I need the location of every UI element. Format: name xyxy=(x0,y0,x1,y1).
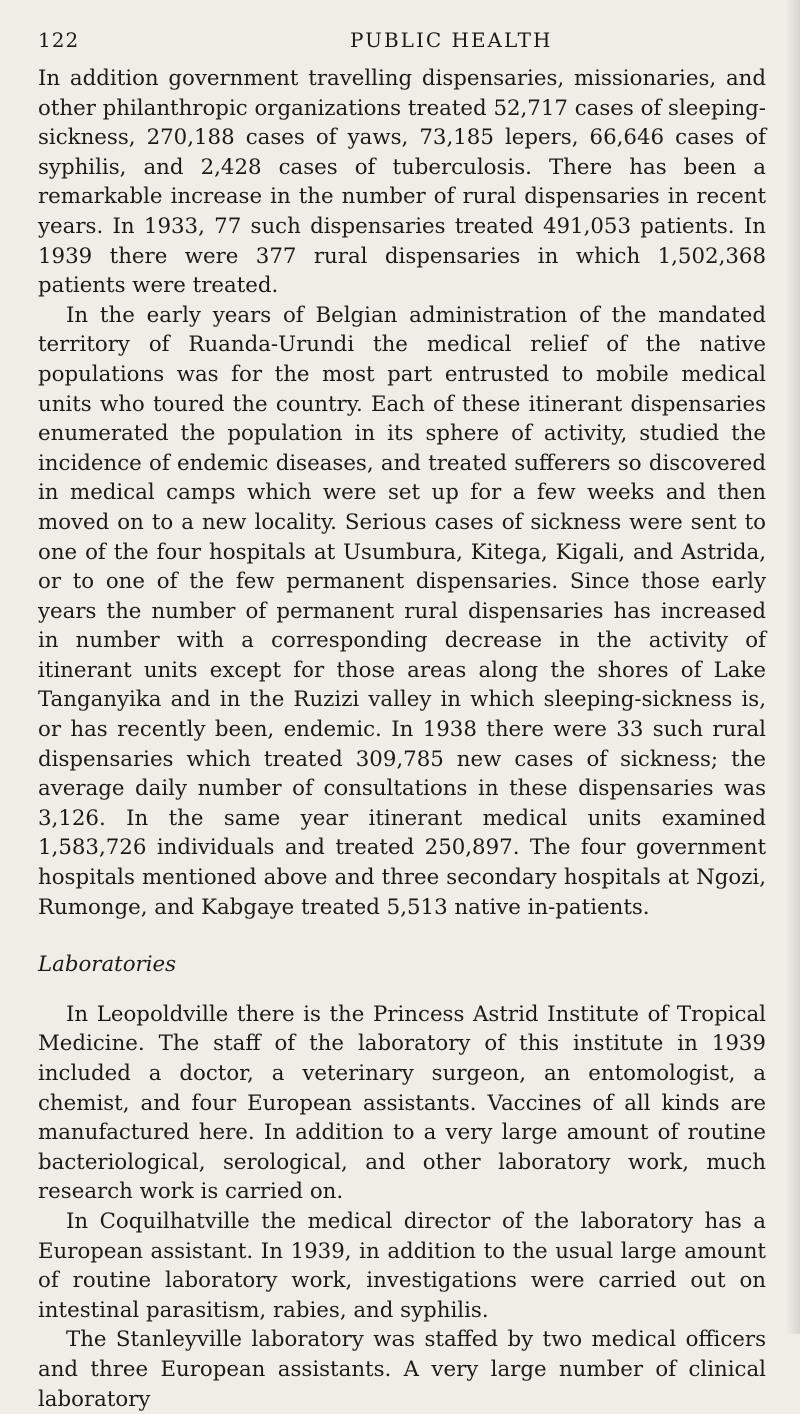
section-heading-laboratories: Laboratories xyxy=(38,952,177,978)
paragraph-dispensary-statistics: In addition government travelling dispensaries, missionaries, and other philanthropic organizations treated 52,717 cases of sleeping-sickness, 270,188 cases of yaws, 73,185 lepers, 66,646 cases of syphilis, and 2,428 cases of tuberculosis. There has been a remarkable increase in the number of rural dispensaries in recent years. In 1933, 77 such dispensaries treated 491,053 patients. In 1939 there were 377 rural dispensaries in which 1,502,368 patients were treated. xyxy=(38,66,766,299)
page-number: 122 xyxy=(38,28,80,52)
paragraph-stanleyville: The Stanleyville laboratory was staffed by two medical officers and three European assistants. A very large number of clinical laboratory xyxy=(38,1327,766,1412)
paragraph-coquilhatville: In Coquilhatville the medical director of the laboratory has a European assistant. In 1939, in addition to the usual large amount of routine laboratory work, investigations were carried out on intestinal parasitism, rabies, and syphilis. xyxy=(38,1208,766,1323)
running-head xyxy=(38,28,766,58)
book-page xyxy=(38,28,766,1414)
running-title: PUBLIC HEALTH xyxy=(350,28,553,52)
paragraph-ruanda-urundi: In the early years of Belgian administration of the mandated territory of Ruanda-Urundi the medical relief of the native populations was for the most part entrusted to mobile medical units who toured the country. Each of these itinerant dispensaries enumerated the population in its sphere of activity, studied the incidence of endemic diseases, and treated sufferers so discovered in medical camps which were set up for a few weeks and then moved on to a new locality. Serious cases of sickness were sent to one of the four hospitals at Usumbura, Kitega, Kigali, and Astrida, or to one of the few permanent dispensaries. Since those early years the number of permanent rural dispensaries has increased in number with a corresponding decrease in the activity of itinerant units except for those areas along the shores of Lake Tanganyika and in the Ruzizi valley in which sleeping-sickness is, or has recently been, endemic. In 1938 there were 33 such rural dispensaries which treated 309,785 new cases of sickness; the average daily number of consultations in these dispensaries was 3,126. In the same year itinerant medical units examined 1,583,726 individuals and treated 250,897. The four government hospitals mentioned above and three secondary hospitals at Ngozi, Rumonge, and Kabgaye treated 5,513 native in-patients. xyxy=(38,302,766,920)
paragraph-leopoldville: In Leopoldville there is the Princess Astrid Institute of Tropical Medicine. The staff of the laboratory of this institute in 1939 included a doctor, a veterinary surgeon, an entomologist, a chemist, and four European assistants. Vaccines of all kinds are manufactured here. In addition to a very large amount of routine bacteriological, serological, and other laboratory work, much research work is carried on. xyxy=(38,1001,766,1205)
page-edge-shadow xyxy=(786,0,800,1334)
